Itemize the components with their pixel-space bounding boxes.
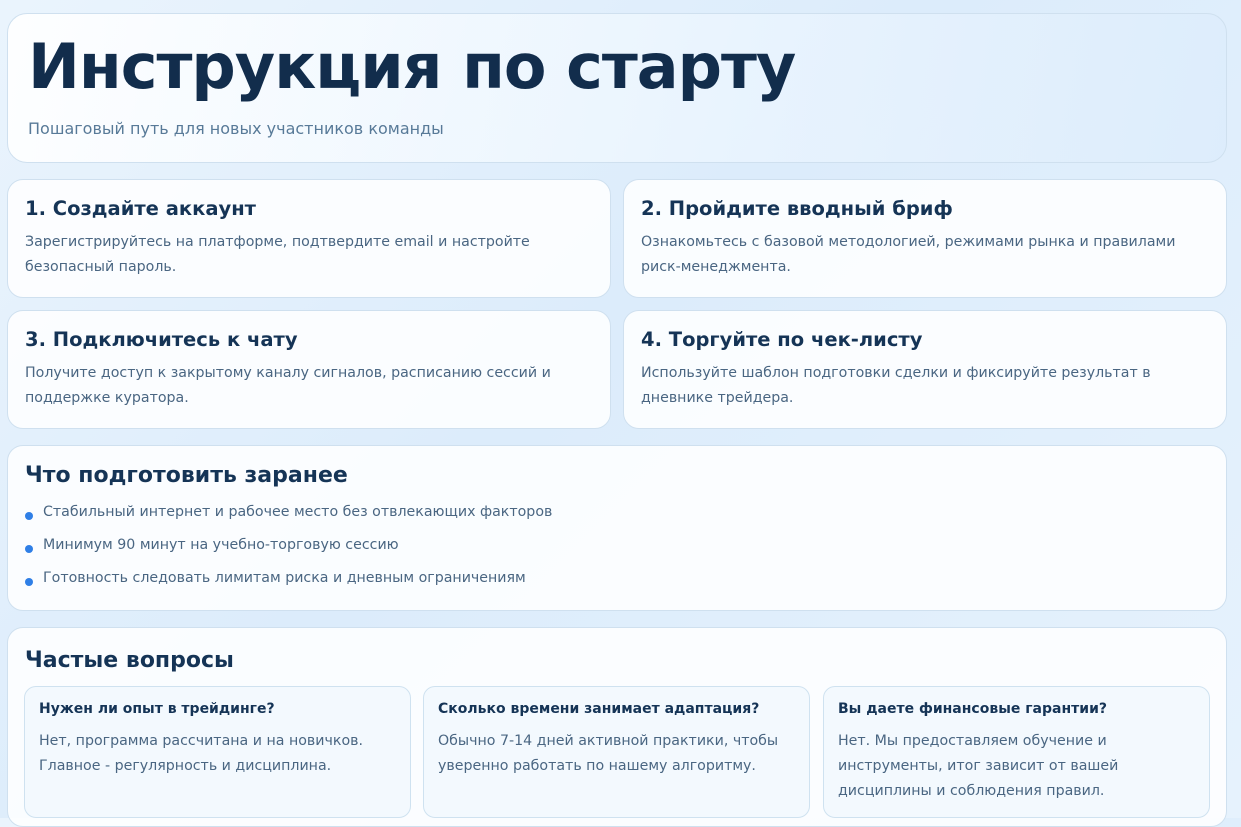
list-item-text: Стабильный интернет и рабочее место без отвлекающих факторов xyxy=(43,504,553,520)
step-card-2 xyxy=(623,179,1227,298)
list-item-text: Готовность следовать лимитам риска и дневным ограничениям xyxy=(43,570,526,586)
faq-question: Сколько времени занимает адаптация? xyxy=(438,701,760,717)
faq-card-guarantees xyxy=(823,686,1210,818)
step-card-3 xyxy=(7,310,611,429)
list-item xyxy=(25,504,552,537)
faq-title: Частые вопросы xyxy=(25,648,234,673)
step-description: Используйте шаблон подготовки сделки и фиксируйте результат в дневнике трейдера. xyxy=(641,365,1151,406)
step-title: 2. Пройдите вводный бриф xyxy=(641,197,953,220)
bullet-dot-icon xyxy=(25,512,33,520)
hero-panel xyxy=(7,13,1227,163)
step-title: 3. Подключитесь к чату xyxy=(25,328,298,351)
faq-card-adaptation xyxy=(423,686,810,818)
page-title: Инструкция по старту xyxy=(28,30,796,103)
step-description: Зарегистрируйтесь на платформе, подтвердите email и настройте безопасный пароль. xyxy=(25,234,530,275)
step-title: 1. Создайте аккаунт xyxy=(25,197,256,220)
step-card-1 xyxy=(7,179,611,298)
step-description: Ознакомьтесь с базовой методологией, режимами рынка и правилами риск-менеджмента. xyxy=(641,234,1176,275)
faq-answer: Нет, программа рассчитана и на новичков. Главное - регулярность и дисциплина. xyxy=(39,733,363,774)
prepare-list xyxy=(25,504,552,603)
faq-question: Нужен ли опыт в трейдинге? xyxy=(39,701,275,717)
bullet-dot-icon xyxy=(25,578,33,586)
prepare-title: Что подготовить заранее xyxy=(25,463,348,488)
faq-answer: Обычно 7-14 дней активной практики, чтобы уверенно работать по нашему алгоритму. xyxy=(438,733,779,774)
faq-section xyxy=(7,627,1227,827)
list-item xyxy=(25,570,552,603)
faq-answer: Нет. Мы предоставляем обучение и инструменты, итог зависит от вашей дисциплины и соблюдения правил. xyxy=(838,733,1119,799)
step-title: 4. Торгуйте по чек-листу xyxy=(641,328,923,351)
step-description: Получите доступ к закрытому каналу сигналов, расписанию сессий и поддержке куратора. xyxy=(25,365,551,406)
step-card-4 xyxy=(623,310,1227,429)
list-item xyxy=(25,537,552,570)
page-subtitle: Пошаговый путь для новых участников команды xyxy=(28,119,444,138)
faq-card-experience xyxy=(24,686,411,818)
bullet-dot-icon xyxy=(25,545,33,553)
prepare-section xyxy=(7,445,1227,611)
faq-question: Вы даете финансовые гарантии? xyxy=(838,701,1107,717)
list-item-text: Минимум 90 минут на учебно-торговую сессию xyxy=(43,537,399,553)
